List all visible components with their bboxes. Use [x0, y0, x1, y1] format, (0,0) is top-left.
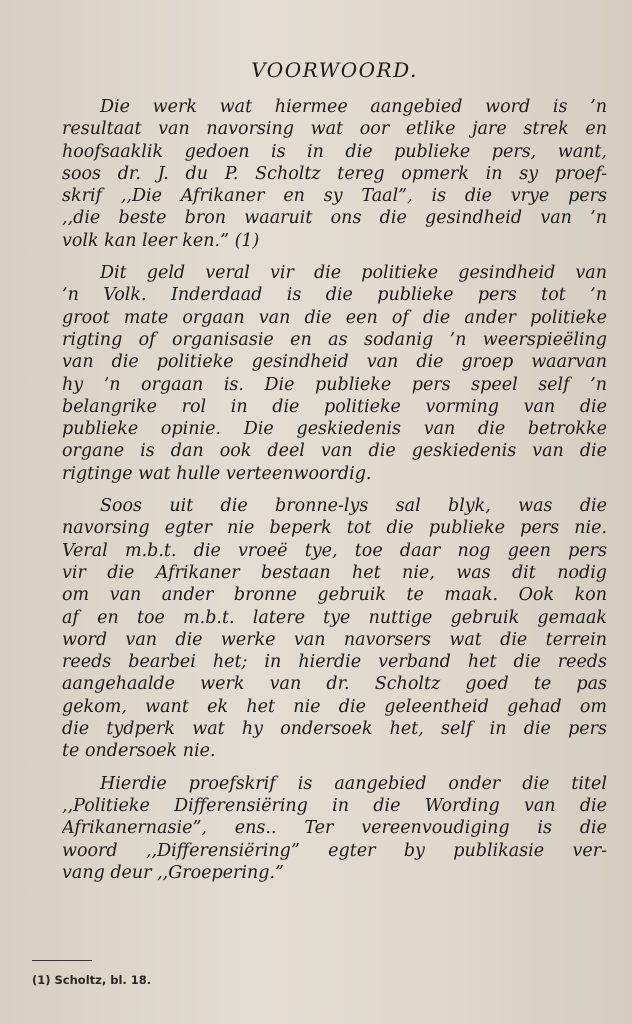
- paragraph-4: [62, 773, 607, 884]
- text-line: groot mate orgaan van die een of die ander politieke: [62, 307, 607, 328]
- text-line: vang deur ,,Groepering.”: [62, 862, 284, 883]
- text-line: ’n Volk. Inderdaad is die publieke pers tot ’n: [62, 285, 607, 306]
- text-line: navorsing egter nie beperk tot die publieke pers nie.: [62, 518, 607, 539]
- text-line: te ondersoek nie.: [62, 741, 216, 762]
- page-content: [62, 56, 607, 894]
- text-line: ,,Politieke Differensiëring in die Wording van die: [62, 795, 607, 816]
- text-line: Afrikanernasie”, ens.. Ter vereenvoudiging is die: [62, 818, 607, 839]
- text-line: Hierdie proefskrif is aangebied onder die titel: [100, 773, 607, 794]
- text-line: soos dr. J. du P. Scholtz tereg opmerk in sy proef-: [62, 163, 607, 184]
- text-line: rigtinge wat hulle verteenwoordig.: [62, 463, 372, 484]
- paragraph-2: [62, 262, 607, 485]
- text-line: rigting of organisasie en as sodanig ’n weerspieëling: [62, 329, 607, 350]
- text-line: aangehaalde werk van dr. Scholtz goed te pas: [62, 674, 607, 695]
- text-line: hoofsaaklik gedoen is in die publieke pers, want,: [62, 141, 607, 162]
- text-line: Soos uit die bronne-lys sal blyk, was die: [100, 496, 607, 517]
- text-line: belangrike rol in die politieke vorming van die: [62, 396, 607, 417]
- text-line: gekom, want ek het nie die geleentheid gehad om: [62, 696, 607, 717]
- text-line: om van ander bronne gebruik te maak. Ook kon: [62, 585, 607, 606]
- paragraph-1: [62, 96, 607, 252]
- text-line: volk kan leer ken.” (1): [62, 230, 260, 251]
- text-line: word van die werke van navorsers wat die terrein: [62, 629, 607, 650]
- footnote-divider: [32, 960, 92, 961]
- text-line: van die politieke gesindheid van die groep waarvan: [62, 352, 607, 373]
- text-line: Die werk wat hiermee aangebied word is ’n: [100, 97, 607, 117]
- text-line: die tydperk wat hy ondersoek het, self in die pers: [62, 719, 607, 740]
- text-line: organe is dan ook deel van die geskiedenis van die: [62, 441, 607, 462]
- text-line: Veral m.b.t. die vroeë tye, toe daar nog geen pers: [62, 540, 607, 561]
- text-line: Dit geld veral vir die politieke gesindheid van: [100, 263, 607, 284]
- text-line: reeds bearbei het; in hierdie verband het die reeds: [62, 652, 607, 673]
- text-line: publieke opinie. Die geskiedenis van die betrokke: [62, 419, 607, 440]
- text-line: af en toe m.b.t. latere tye nuttige gebruik gemaak: [62, 607, 607, 628]
- text-line: ,,die beste bron waaruit ons die gesindheid van ’n: [62, 208, 607, 229]
- text-line: resultaat van navorsing wat oor etlike jare strek en: [62, 119, 607, 140]
- footnote: (1) Scholtz, bl. 18.: [32, 973, 152, 987]
- page-title: VOORWOORD.: [251, 58, 418, 82]
- text-line: hy ’n orgaan is. Die publieke pers speel self ’n: [62, 374, 607, 395]
- text-line: woord ,,Differensiëring” egter by publikasie ver-: [62, 840, 607, 861]
- paragraph-3: [62, 495, 607, 763]
- text-line: vir die Afrikaner bestaan het nie, was dit nodig: [62, 562, 607, 583]
- text-line: skrif ,,Die Afrikaner en sy Taal”, is die vrye pers: [62, 186, 607, 207]
